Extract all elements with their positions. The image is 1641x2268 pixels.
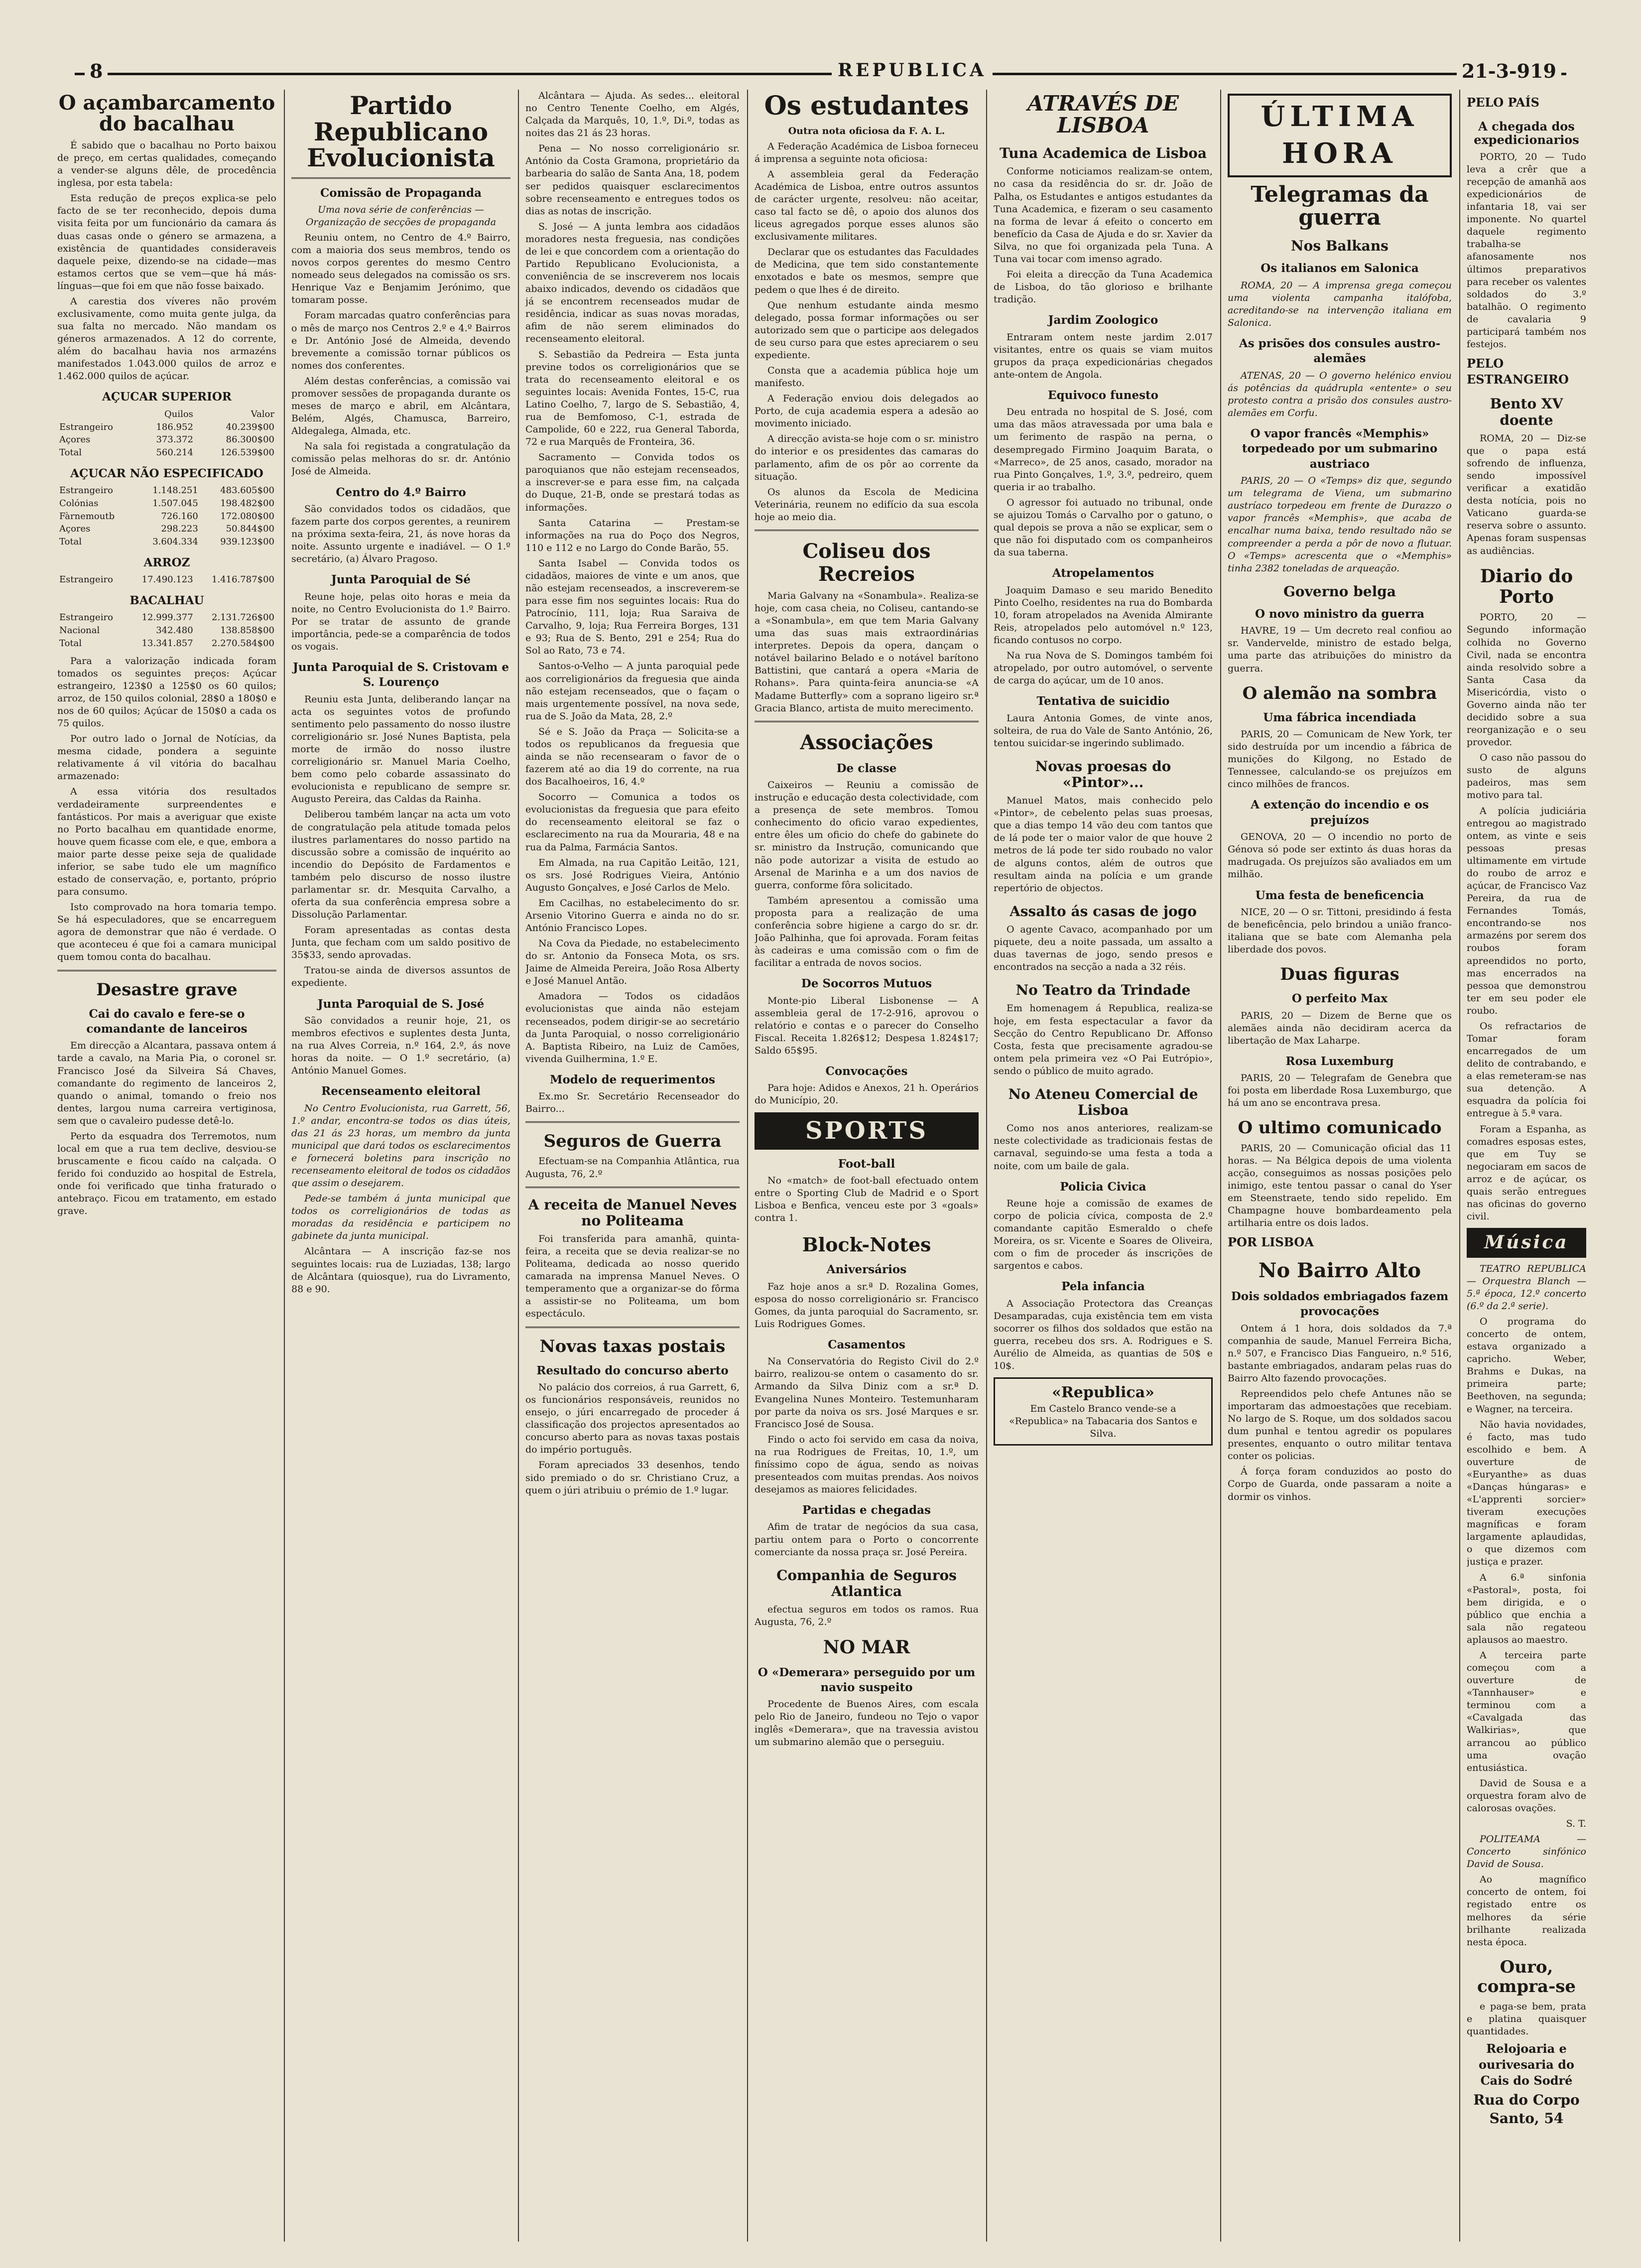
- headline: Nos Balkans: [1291, 238, 1389, 255]
- section-rule: [525, 1121, 740, 1123]
- paragraph: Esta redução de preços explica-se pelo facto de se ter reconhecido, depois duma visita feita por um funcionário da camara ás duas casas onde o género se armazena, a existência de quantidades consideraveis daquele peixe, dizendo-se na cidade—mas estamos certos que se vem—que há más-línguas—que foi em que não fosse baixado.: [57, 193, 276, 291]
- section-rule: [291, 177, 510, 179]
- subheadline: Rosa Luxemburg: [1285, 1054, 1394, 1068]
- section-banner: SPORTS: [755, 1112, 979, 1150]
- paragraph: Para hoje: Adidos e Anexos, 21 h. Operários do Município, 20.: [755, 1082, 979, 1106]
- subheadline: Centro do 4.º Bairro: [336, 485, 466, 499]
- subheadline: De Socorros Mutuos: [801, 977, 932, 991]
- headline: Diario do Porto: [1480, 565, 1573, 607]
- subheadline: As prisões dos consules austro-alemães: [1239, 337, 1441, 366]
- paragraph: Perto da esquadra dos Terremotos, num local em que a rua tem declive, desviou-se bruscamente e ficou caído na calçada. O ferido foi conduzido ao hospital de Estrela, onde foi verificado que tinha fraturado o antebraço. Ficou em tratamento, em estado grave.: [57, 1130, 276, 1217]
- column-5: [994, 90, 1213, 2242]
- subheadline: De classe: [836, 761, 897, 775]
- paragraph: Reune hoje a comissão de exames de corpo de policia cívica, composta de 2.º comandante capitão Esmeraldo o chefe Moreira, os sr. Vicente e Soares de Oliveira, com o fim de proceder ás inscrições de sargentos e cabos.: [994, 1198, 1213, 1272]
- column-1: [57, 90, 276, 2242]
- subheadline: Junta Paroquial de S. José: [317, 997, 485, 1011]
- paragraph: Afim de tratar de negócios da sua casa, partiu ontem para o Porto o concorrente comerciante da nossa praça sr. José Pereira.: [755, 1521, 979, 1558]
- section-label: PELO PAÍS: [1467, 95, 1539, 110]
- stats-table: [57, 484, 276, 548]
- paragraph: No Centro Evolucionista, rua Garrett, 56, 1.º andar, encontra-se todos os dias úteis, das 21 ás 23 horas, um membro da junta municipal que dará todos os esclarecimentos e fornecerá boletins para inscrição no recenseamento eleitoral de todos os cidadãos que assim o desejarem.: [291, 1102, 510, 1189]
- section-label: PELO ESTRANGEIRO: [1467, 356, 1569, 387]
- column-divider: [747, 90, 748, 2242]
- stats-table: [57, 573, 276, 586]
- paragraph: A essa vitória dos resultados verdadeiramente surpreendentes e fantásticos. Por mais a averiguar que existe no Porto bacalhau em quantidade enorme, houve quem ficasse com ele, e que, embora a maior parte desse peixe seja de qualidade inferior, se sabe tudo ele um magnífico estado de conservação, e, portanto, próprio para consumo.: [57, 786, 276, 898]
- column-3: [525, 90, 740, 2242]
- paragraph: Ex.mo Sr. Secretário Recenseador do Bairro...: [525, 1091, 740, 1115]
- article-title: Os estudantes: [764, 91, 969, 121]
- table-row: Colónias 1.507.045 198.482$00: [59, 498, 274, 509]
- paragraph: Deliberou também lançar na acta um voto de congratulação pela atitude tomada pelos ilustres parlamentares do nosso partido na discussão sobre a comissão de inquérito ao incendio do Depósito de Fardamentos e também pelo discurso de nosso ilustre parlamentar sr. dr. Mesquita Carvalho, a oferta da sua conferência empresa sobre a Dissolução Parlamentar.: [291, 809, 510, 921]
- column-6: [1228, 90, 1452, 2242]
- headline: A chegada dos expedicionarios: [1474, 119, 1579, 147]
- paragraph: PARIS, 20 — Comunicação oficial das 11 horas. — Na Bélgica depois de uma violenta acção, conseguimos as nossas posições pelo inimigo, este tentou passar o canal do Yser em Steenstraete, tendo sido repelido. Em Champagne houve bombardeamento pela artilharia entre os dois lados.: [1228, 1142, 1452, 1229]
- paragraph: São convidados todos os cidadãos, que fazem parte dos corpos gerentes, a reunirem na próxima sexta-feira, 21, ás nove horas da noite. Assunto urgente e inadiável. — O 1.º secretário, (a) Álvaro Pragoso.: [291, 503, 510, 565]
- paragraph: Em Cacilhas, no estabelecimento do sr. Arsenio Vitorino Guerra e ainda no do sr. António Francisco Lopes.: [525, 897, 740, 934]
- table-row: Estrangeiro 1.148.251 483.605$00: [59, 485, 274, 496]
- paragraph: É sabido que o bacalhau no Porto baixou de preço, em certas qualidades, começando a vender-se alguns dêle, de procedência inglesa, por esta tabela:: [57, 140, 276, 189]
- headline: No Teatro da Trindade: [1015, 982, 1191, 999]
- paragraph: Em homenagem á Republica, realiza-se hoje, em festa espectacular a favor da Secção do Centro Republicano Dr. Affonso Costa, festa que precisamente agradou-se ontem pela primeira vez «O Pai Eutrópio», sendo o público de muito agrado.: [994, 1003, 1213, 1076]
- headline: Novas taxas postais: [539, 1336, 726, 1356]
- paragraph: Conforme noticiamos realizam-se ontem, no casa da residência do sr. dr. João de Palha, os Estudantes e antigos estudantes da Tuna Academica, e fizeram o seu casamento na forma de levar á efeito o concerto em benefício da Casa de Ajuda e do sr. Xavier da Silva, no que foi organizada pela Tuna. A Tuna vai tocar com imenso agrado.: [994, 166, 1213, 265]
- paragraph: Foram marcadas quatro conferências para o mês de março nos Centros 2.º e 4.º Bairros e Dr. António José de Almeida, devendo brevemente a comissão tornar públicos os nomes dos conferentes.: [291, 310, 510, 371]
- paragraph: Efectuam-se na Companhia Atlântica, rua Augusta, 76, 2.º: [525, 1156, 740, 1180]
- paragraph: Reune hoje, pelas oito horas e meia da noite, no Centro Evolucionista do 1.º Bairro. Por se tratar de assunto de grande importância, pede-se a comparência de todos os vogais.: [291, 591, 510, 652]
- article-title: ATRAVÉS DE LISBOA: [1027, 91, 1179, 138]
- paragraph: Que nenhum estudante ainda mesmo delegado, possa formar informações ou ser autorizado sem que o participe aos delegados de seu curso para que estes apreciarem o seu expediente.: [755, 299, 979, 361]
- paragraph: Pena — No nosso correligionário sr. António da Costa Gramona, proprietário da barbearia do salão de Santa Ana, 18, podem ser pedidos quaisquer esclarecimentos sobre recenseamento e entregues todos os dias as notas de inscrição.: [525, 143, 740, 217]
- paragraph: Maria Galvany na «Sonambula». Realiza-se hoje, com casa cheia, no Coliseu, cantando-se a «Sonambula», em que tem Maria Galvany uma das suas mais extraordinárias interpretes. Depois da opera, dançam o notável bailarino Belado e o notável barítono Battistini, que cantará a opera «Maria de Rohans». Para quinta-feira anuncia-se «A Madame Butterfly» com a soprano ligeiro sr.ª Gracia Blanco, artista de muito merecimento.: [755, 590, 979, 714]
- ad-line: Rua do Corpo Santo, 54: [1473, 2092, 1580, 2127]
- advertisement: [994, 1377, 1213, 1446]
- paragraph: Santa Catarina — Prestam-se informações na rua do Poço dos Negros, 110 e 112 e no Largo do Conde Barão, 55.: [525, 517, 740, 553]
- subheadline: Atropelamentos: [1052, 566, 1154, 580]
- paragraph: PARIS, 20 — Dizem de Berne que os alemães ainda não decidiram acerca da libertação de Max Laharpe.: [1228, 1010, 1452, 1046]
- paragraph: POLITEAMA — Concerto sinfónico David de Sousa.: [1467, 1834, 1586, 1870]
- paragraph: Na sala foi registada a congratulação da comissão pelas melhoras do sr. dr. António José de Almeida.: [291, 441, 510, 477]
- subheadline: Partidas e chegadas: [802, 1503, 931, 1517]
- paragraph: TEATRO REPUBLICA — Orquestra Blanch — 5.ª época, 12.º concerto (6.º da 2.ª serie).: [1467, 1263, 1586, 1312]
- subheadline: Dois soldados embriagados fazem provocações: [1231, 1289, 1449, 1319]
- paragraph: O agente Cavaco, acompanhado por um piquete, deu a noite passada, um assalto a duas tavernas de jogo, sendo presos e encontrados na secção a nada a 32 réis.: [994, 924, 1213, 973]
- paragraph: Socorro — Comunica a todos os evolucionistas da freguesia que para efeito do recenseamento eleitoral se faz o esclarecimento na rua da Mouraria, 48 e na rua da Palma, Farmácia Santos.: [525, 792, 740, 853]
- section-rule: [525, 1187, 740, 1188]
- headline: A receita de Manuel Neves no Politeama: [528, 1196, 737, 1229]
- table-title: AÇUCAR NÃO ESPECIFICADO: [70, 466, 263, 480]
- paragraph: PARIS, 20 — Comunicam de New York, ter sido destruída por um incendio a fábrica de munições do Kilgong, no Estado de Tennessee, calculando-se os prejuízos em cinco milhões de francos.: [1228, 729, 1452, 790]
- paragraph: Como nos anos anteriores, realizam-se neste colectividade as tradicionais festas de carnaval, seguindo-se uma festa a toda a noite, com um baile de gala.: [994, 1123, 1213, 1172]
- paragraph: A Federação Académica de Lisboa forneceu á imprensa a seguinte nota oficiosa:: [755, 140, 979, 164]
- headline: O alemão na sombra: [1242, 683, 1437, 703]
- paragraph: PORTO, 20 — Segundo informação colhida no Governo Civil, nada se encontra ainda resolvido sobre a Santa Casa da Misericórdia, visto o Governo ainda não ter decidido sobre a sua reorganização e o seu provedor.: [1467, 612, 1586, 748]
- subheadline: Equivoco funesto: [1047, 388, 1158, 402]
- paragraph: São convidados a reunir hoje, 21, os membros efectivos e suplentes desta Junta, na rua Alves Correia, n.º 164, 2.º, ás nove horas da noite. — O 1.º secretário, (a) António Manuel Gomes.: [291, 1015, 510, 1076]
- signature: S. T.: [1566, 1818, 1586, 1830]
- paragraph: A Federação enviou dois delegados ao Porto, de cuja academia espera a adesão ao movimento iniciado.: [755, 393, 979, 429]
- paragraph: Sé e S. João da Praça — Solicita-se a todos os republicanos da freguesia que ainda se não recensearam o favor de o fazerem até ao dia 19 do corrente, na rua dos Bacalhoeiros, 16, 4.º: [525, 726, 740, 788]
- table-row: Açores 298.223 50.844$00: [59, 524, 274, 534]
- headline: O ultimo comunicado: [1238, 1118, 1442, 1138]
- article-title: Partido Republicano Evolucionista: [307, 91, 495, 172]
- article-title: O açambarcamento do bacalhau: [58, 91, 275, 135]
- paragraph: Entraram ontem neste jardim 2.017 visitantes, entre os quais se viam muitos grupos da praça expedicionárias chegados ante-ontem de Angola.: [994, 331, 1213, 380]
- paragraph: A carestia dos víveres não provém exclusivamente, como muita gente julga, da sua falta no mercado. Não mandam os géneros armazenados. A 12 do corrente, além do bacalhau havia nos armazéns manifestados 1.043.000 quilos de arroz e 1.462.000 quilos de açúcar.: [57, 295, 276, 382]
- paragraph: ROMA, 20 — Diz-se que o papa está sofrendo de influenza, sendo impossível verificar a exatidão desta notícia, pois no Vaticano guarda-se reserva sobre o assunto. Apenas foram suspensas as audiências.: [1467, 432, 1586, 556]
- paragraph: O caso não passou do susto de alguns padeiros, mas sem motivo para tal.: [1467, 752, 1586, 801]
- subheadline: O vapor francês «Memphis» torpedeado por um submarino austriaco: [1242, 427, 1438, 471]
- paragraph: O agressor foi autuado no tribunal, onde se ajuizou Tomás o Carvalho por o gatuno, o qual depois se prova a não se explicar, sem o que não foi disputado com os companheiros da sua taberna.: [994, 497, 1213, 558]
- subheadline: Recenseamento eleitoral: [321, 1084, 481, 1098]
- table-row: Nacional 342.480 138.858$00: [59, 625, 274, 636]
- table-row: Açores 373.372 86.300$00: [59, 434, 274, 445]
- paragraph: Joaquim Damaso e seu marido Benedito Pinto Coelho, residentes na rua do Bombarda 10, foram atropelados na Avenida Almirante Reis, atropelados pelo automóvel n.º 123, ficando contusos no corpo.: [994, 584, 1213, 646]
- lead: Outra nota oficiosa da F. A. L.: [788, 125, 945, 136]
- headline: No Bairro Alto: [1258, 1258, 1421, 1282]
- paragraph: Á força foram conduzidos ao posto do Corpo de Guarda, onde passaram a noite a dormir os vinhos.: [1228, 1466, 1452, 1502]
- subheadline: Junta Paroquial de S. Cristovam e S. Lourenço: [293, 661, 509, 689]
- paragraph: Monte-pio Liberal Lisbonense — A assembleia geral de 17-2-916, aprovou o relatório e contas e o parecer do Conselho Fiscal. Receita 1.826$12; Despesa 1.824$17; Saldo 65$95.: [755, 995, 979, 1056]
- paragraph: David de Sousa e a orquestra foram alvo de calorosas ovações.: [1467, 1777, 1586, 1814]
- headline: Bento XV doente: [1490, 396, 1563, 428]
- paragraph: NICE, 20 — O sr. Tittoni, presidindo á festa de beneficência, pelo brindou a união franco-italiana que se bate com Alemanha pela liberdade dos povos.: [1228, 906, 1452, 955]
- masthead: REPUBLICA: [832, 60, 993, 81]
- paragraph: A polícia judiciária entregou ao magistrado ontem, as vinte e seis pessoas presas ultimamente em virtude do roubo de arroz e açúcar, de Francisco Vaz Pereira, da rua de Fernandes Tomás, encontrando-se nos armazéns por serem dos roubos foram apreendidos no porto, mas encerrados na pessoa que demonstrou ter em seu poder ele roubo.: [1467, 805, 1586, 1016]
- paragraph: HAVRE, 19 — Um decreto real confiou ao sr. Vandervelde, ministro de estado belga, uma parte das atribuições do ministro da guerra.: [1228, 625, 1452, 674]
- paragraph: GENOVA, 20 — O incendio no porto de Génova só pode ser extinto ás duas horas da madrugada. Os prejuízos são avaliados em um milhão.: [1228, 831, 1452, 880]
- column-2: [291, 90, 510, 2242]
- headline: NO MAR: [823, 1637, 910, 1658]
- headline: Governo belga: [1283, 583, 1396, 600]
- paragraph: Além destas conferências, a comissão vai promover sessões de propaganda durante os meses de março e abril, em Alcântara, Belém, Algés, Chamusca, Barreiro, Aldegalega, Almada, etc.: [291, 375, 510, 437]
- paragraph: Por outro lado o Jornal de Notícias, da mesma cidade, pondera a seguinte relativamente á vil vitória do bacalhau armazenado:: [57, 733, 276, 782]
- paragraph: Foram apresentadas as contas desta Junta, que fecham com um saldo positivo de 35$33, sendo aprovadas.: [291, 925, 510, 961]
- subheadline: Comissão de Propaganda: [320, 186, 482, 200]
- column-7: [1467, 90, 1586, 2242]
- paragraph: Consta que a academia pública hoje um manifesto.: [755, 365, 979, 389]
- paragraph: Alcântara — Ajuda. As sedes... eleitoral no Centro Tenente Coelho, em Algés, Calçada da Marquês, 10, 1.º, Di.º, todas as noites das 21 ás 23 horas.: [525, 90, 740, 139]
- table-row: Total 3.604.334 939.123$00: [59, 536, 274, 547]
- headline: Novas proesas do «Pintor»...: [1035, 758, 1171, 791]
- section-label: POR LISBOA: [1228, 1235, 1314, 1250]
- headline: Desastre grave: [96, 979, 238, 1000]
- paragraph: Na rua Nova de S. Domingos também foi atropelado, por outro automóvel, o servente de carga do açúcar, um de 10 anos.: [994, 650, 1213, 686]
- paragraph: Na Conservatória do Registo Civil do 2.º bairro, realizou-se ontem o casamento do sr. Armando da Silva Diniz com a sr.ª D. Evangelina Nunes Monteiro. Testemunharam por parte da noiva os srs. José Marques e sr. Francisco José de Sousa.: [755, 1356, 979, 1430]
- section-banner: Música: [1467, 1228, 1586, 1258]
- paragraph: ATENAS, 20 — O governo helénico enviou ás potências da quádrupla «entente» o seu protesto contra a prisão dos consules austro-alemães em Corfu.: [1228, 370, 1452, 418]
- paragraph: Em direcção a Alcantara, passava ontem á tarde a cavalo, na Maria Pia, o coronel sr. Francisco José da Silveira Sá Chaves, comandante do regimento de lanceiros 2, quando o animal, tomando o freio nos dentes, largou numa carreira vertiginosa, sem que o cavaleiro pudesse detê-lo.: [57, 1040, 276, 1126]
- headline: Associações: [800, 730, 933, 754]
- paragraph: Foram a Espanha, as comadres esposas estes, que em Tuy se negociaram em sacos de arroz e de açúcar, os quais serão entregues nas oficinas do governo civil.: [1467, 1123, 1586, 1222]
- ad-text: Em Castelo Branco vende-se a «Republica» na Tabacaria dos Santos e Silva.: [1009, 1403, 1197, 1440]
- headline: Assalto ás casas de jogo: [1010, 903, 1197, 920]
- paragraph: Procedente de Buenos Aires, com escala pelo Rio de Janeiro, fundeou no Tejo o vapor inglês «Demerara», que na travessia avistou um submarino alemão que o perseguiu.: [755, 1699, 979, 1747]
- column-divider: [1459, 90, 1460, 2242]
- table-row: Estrangeiro 186.952 40.239$00: [59, 421, 274, 432]
- column-divider: [1220, 90, 1221, 2242]
- paragraph: Santos-o-Velho — A junta paroquial pede aos correligionários da freguesia que ainda não estejam recenseados, que o façam o mais urgentemente possível, na nova sede, rua de S. João da Mata, 28, 2.º: [525, 661, 740, 722]
- subheadline: Cai do cavalo e fere-se o comandante de lanceiros: [86, 1007, 248, 1036]
- paragraph: Foi eleita a direcção da Tuna Academica de Lisboa, do tão glorioso e brilhante tradição.: [994, 269, 1213, 305]
- paragraph: Laura Antonia Gomes, de vinte anos, solteira, de rua do Vale de Santo António, 26, tentou suicidar-se ingerindo sublimado.: [994, 712, 1213, 749]
- stats-table: Quilos Valor Estrangeiro 186.952 40.239$00 Açores 373.372 86.300$00 Total 560.214 126.539$00: [57, 408, 276, 459]
- paragraph: A Associação Protectora das Creanças Desamparadas, cuja existência tem em vista socorrer os filhos dos soldados que estão na guerra, recebeu dos srs. A. Rodrigues e S. Aurélio de Almeida, as quantias de 50$ e 10$.: [994, 1298, 1213, 1372]
- paragraph: Foi transferida para amanhã, quinta-feira, a receita que se devia realizar-se no Politeama, dedicada ao nosso querido camarada na imprensa Manuel Neves. O temperamento que a organizar-se do fôrma a assistir-se no Politeama, um bom espectáculo.: [525, 1233, 740, 1320]
- paragraph: Tratou-se ainda de diversos assuntos de expediente.: [291, 965, 510, 989]
- paragraph: efectua seguros em todos os ramos. Rua Augusta, 76, 2.º: [755, 1604, 979, 1628]
- headline: Duas figuras: [1280, 964, 1399, 985]
- late-news-banner: ÚLTIMA HORA: [1228, 94, 1452, 177]
- paragraph: A terceira parte começou com a ouverture de «Tannhauser» e terminou com a «Cavalgada das Walkirias», que arrancou ao público uma ovação entusiástica.: [1467, 1650, 1586, 1773]
- paragraph: Reuniu esta Junta, deliberando lançar na acta os seguintes votos de profundo sentimento pelo passamento do nosso ilustre correligionário sr. José Nunes Baptista, pela morte de irmão do nosso ilustre correligionário sr. Manuel Maria Coelho, bem como pelo cobarde assassinato do evolucionista e republicano de sempre sr. Augusto Pereira, das Caldas da Rainha.: [291, 693, 510, 805]
- paragraph: Em Almada, na rua Capitão Leitão, 121, os srs. José Rodrigues Vieira, António Augusto Gonçalves, e José Carlos de Melo.: [525, 857, 740, 893]
- headline: No Ateneu Comercial de Lisboa: [1008, 1085, 1198, 1119]
- subheadline: Casamentos: [828, 1337, 905, 1351]
- lead: Uma nova série de conferências — Organização de secções de propaganda: [305, 204, 497, 228]
- paragraph: Alcântara — A inscrição faz-se nos seguintes locais: rua de Luziadas, 138; largo de Alcântara (quiosque), rua do Livramento, 88 e 90.: [291, 1246, 510, 1295]
- subheadline: O novo ministro da guerra: [1255, 607, 1424, 621]
- paragraph: PARIS, 20 — Telegrafam de Genebra que foi posta em liberdade Rosa Luxemburgo, que há um ano se encontrava presa.: [1228, 1072, 1452, 1109]
- table-row: Total 560.214 126.539$00: [59, 447, 274, 458]
- paragraph: Manuel Matos, mais conhecido pelo «Pintor», de cebelento pelas suas proesas, que a dias tempo 14 vão deu com tantos que de lá pode ter o maior valor de que houve 2 metros de lá pode ter sido roubado no valor de alguns contos, além de outros que resultam ainda na polícia e um grande repertório de objectos.: [994, 795, 1213, 894]
- subheadline: Modelo de requerimentos: [550, 1072, 715, 1086]
- table-row: Estrangeiro 12.999.377 2.131.726$00: [59, 612, 274, 623]
- paragraph: ROMA, 20 — A imprensa grega começou uma violenta campanha italófoba, acreditando-se na intervenção italiana em Salonica.: [1228, 279, 1452, 328]
- paragraph: A 6.ª sinfonia «Pastoral», posta, foi bem dirigida, e o público que enchia a sala não regateou aplausos ao maestro.: [1467, 1572, 1586, 1645]
- paragraph: Findo o acto foi servido em casa da noiva, na rua Rodrigues de Freitas, 10, 1.º, um finíssimo copo de água, sendo as noivas presenteados com muitas prendas. Aos noivos desejamos as maiores felicidades.: [755, 1434, 979, 1495]
- table-row: Estrangeiro 17.490.123 1.416.787$00: [59, 574, 274, 585]
- subheadline: A extenção do incendio e os prejuízos: [1251, 798, 1429, 827]
- paragraph: Caixeiros — Reuniu a comissão de instrução e educação desta colectividade, com a presença de sete membros. Tomou conhecimento do oficio varao expedientes, entre êles um oficio do chefe do gabinete do sr. ministro da Instrução, comunicando que não pode autorizar a visita de estudo ao Arsenal de Marinha e a um dos navios de guerra, conforme fôra solicitado.: [755, 780, 979, 891]
- subheadline: O «Demerara» perseguido por um navio suspeito: [757, 1665, 976, 1694]
- column-divider: [518, 90, 519, 2242]
- stats-table: [57, 611, 276, 650]
- paragraph: Ontem á 1 hora, dois soldados da 7.ª companhia de saude, Manuel Ferreira Bicha, n.º 507, e Francisco Dias Fangueiro, n.º 516, bastante embriagados, andaram pelas ruas do Bairro Alto fazendo provocações.: [1228, 1323, 1452, 1384]
- headline: Coliseu dos Recreios: [802, 539, 931, 586]
- paragraph: Não havia novidades, é facto, mas tudo escolhido e bem. A ouverture de «Euryanthe» as duas «Danças húngaras» e «L'apprenti sorcier» tiveram execuções magníficas e foram largamente aplaudidas, o que dizemos com justiça e prazer.: [1467, 1419, 1586, 1568]
- subheadline: Os italianos em Salonica: [1261, 262, 1419, 275]
- header-rule: [75, 73, 1566, 75]
- column-divider: [986, 90, 987, 2242]
- paragraph: e paga-se bem, prata e platina quaisquer quantidades.: [1467, 2001, 1586, 2037]
- article-title: Telegramas da guerra: [1251, 181, 1429, 230]
- table-title: AÇUCAR SUPERIOR: [102, 390, 232, 404]
- page-number: 8: [85, 60, 108, 82]
- paragraph: Os alunos da Escola de Medicina Veterinária, reunem no edifício da sua escola hoje ao meio dia.: [755, 486, 979, 523]
- paragraph: S. José — A junta lembra aos cidadãos moradores nesta freguesia, nas condições de lei e que concordem com a orientação do Partido Republicano Evolucionista, a conveniência de se inscreverem nos locais abaixo indicados, devendo os cidadãos que já se encontrem recenseados mudar de residência, indicar as suas novas moradas, afim de não serem eliminados do recenseamento eleitoral.: [525, 221, 740, 345]
- table-title: BACALHAU: [129, 594, 204, 608]
- paragraph: Na Cova da Piedade, no estabelecimento do sr. Antonio da Fonseca Mota, os srs. Jaime de Almeida Pereira, João Rosa Alberty e José Manuel Antão.: [525, 938, 740, 987]
- subheadline: Uma fábrica incendiada: [1263, 710, 1416, 724]
- paragraph: Foram apreciados 33 desenhos, tendo sido premiado o do sr. Christiano Cruz, a quem o júri atribuiu o prémio de 1.º lugar.: [525, 1460, 740, 1496]
- ad-line: Relojoaria e ourivesaria do Cais do Sodré: [1479, 2041, 1574, 2088]
- subheadline: Resultado do concurso aberto: [536, 1363, 729, 1377]
- paragraph: Ao magnífico concerto de ontem, foi registado entre os melhores da série brilhante realizada nesta época.: [1467, 1874, 1586, 1948]
- paragraph: Declarar que os estudantes das Faculdades de Medicina, que tem sido constantemente enxotados e bate os mesmos, sempre que pedem o que lhes é de direito.: [755, 247, 979, 295]
- paragraph: Para a valorização indicada foram tomados os seguintes preços: Açúcar estrangeiro, 123$0 a 125$0 os 60 quilos; arroz, de 150 quilos colonial, 28$0 a 180$0 e nos de 60 quilos; Açúcar de 150$0 a cada os 75 quilos.: [57, 655, 276, 729]
- column-4: [755, 90, 979, 2242]
- column-divider: [284, 90, 285, 2242]
- paragraph: PARIS, 20 — O «Temps» diz que, segundo um telegrama de Viena, um submarino austríaco torpedeou em frente de Durazzo o vapor francês «Memphis», que acaba de encalhar numa baixa, tendo resultado não se compreender a perda a pôr de novo a flutuar. O «Temps» acrescenta que o «Memphis» tinha 2382 toneladas de arqueação.: [1228, 475, 1452, 574]
- paragraph: Isto comprovado na hora tomaria tempo. Se há especuladores, que se encarreguem agora de demonstrar que não é verdade. O que aconteceu é que foi a camara municipal quem tomou conta do bacalhau.: [57, 902, 276, 963]
- ad-title: «Republica»: [1052, 1384, 1154, 1402]
- paragraph: S. Sebastião da Pedreira — Esta junta previne todos os correligionários que se trata do recenseamento eleitoral e os seguintes locais: Avenida Fontes, 15-C, rua Latino Coelho, 7, largo de S. Sebastião, 4, rua de Bemfomoso, C-1, estrada de Campolide, 60 e 222, rua General Taborda, 72 e rua Marquês de Fronteira, 36.: [525, 349, 740, 448]
- headline: Ouro, compra-se: [1477, 1957, 1576, 1997]
- table-row: Fàrnemoutb 726.160 172.080$00: [59, 511, 274, 522]
- section-rule: [755, 530, 979, 531]
- headline: Block-Notes: [802, 1233, 931, 1256]
- paragraph: Reuniu ontem, no Centro de 4.º Bairro, com a maioria dos seus membros, tendo os novos corpos gerentes do mesmo Centro nomeado seus delegados na comissão os srs. Henrique Vaz e Benjamim Jerónimo, que tomaram posse.: [291, 232, 510, 306]
- headline: Companhia de Seguros Atlantica: [776, 1567, 957, 1600]
- paragraph: PORTO, 20 — Tudo leva a crêr que a recepção de amanhã aos expedicionários de infantaria 18, vai ser imponente. No quartel daquele regimento trabalha-se afanosamente nos últimos preparativos para receber os valentes soldados do 3.º batalhão. O regimento de cavalaria 9 participará também nos festejos.: [1467, 151, 1586, 350]
- paragraph: Deu entrada no hospital de S. José, com uma das mãos atravessada por uma bala e um ferimento de raspão na perna, o desempregado Firmino Joaquim Barata, o «Marreco», de 25 anos, casado, morador na rua Pinto Gonçalves, 1.º, 3.º, pedreiro, quem queria ir ao trabalho.: [994, 406, 1213, 493]
- issue-date: 21-3-919: [1457, 60, 1561, 82]
- paragraph: Santa Isabel — Convida todos os cidadãos, maiores de vinte e um anos, que não estejam recenseados, a inscreverem-se para esse fim nos seguintes locais: Rua do Patrocínio, 111, loja; Rua Saraiva de Carvalho, 9, loja; Rua Ferreira Borges, 131 e 93; Rua de S. Bento, 291 e 254; Rua do Sol ao Rato, 73 e 74.: [525, 557, 740, 657]
- paragraph: Amadora — Todos os cidadãos evolucionistas que ainda não estejam recenseados, podem dirigir-se ao secretário da Junta Paroquial, o nosso correligionário A. Baptista Ribeiro, na Luiz de Camões, vivenda Guilhermina, 1.º E.: [525, 991, 740, 1065]
- paragraph: O programa do concerto de ontem, estava organizado a capricho. Weber, Brahms e Dukas, na primeira parte; Beethoven, na segunda; e Wagner, na terceira.: [1467, 1316, 1586, 1415]
- subheadline: O perfeito Max: [1291, 992, 1388, 1006]
- subheadline: Convocações: [825, 1065, 908, 1078]
- subheadline: Foot-ball: [838, 1157, 895, 1171]
- page-header: [75, 60, 1566, 84]
- paragraph: Repreendidos pelo chefe Antunes não se importaram das admoestações que recebiam. No largo de S. Roque, um dos soldados sacou dum punhal e tentou agredir os populares presentes, enquanto o outro militar tentava conter os policias.: [1228, 1388, 1452, 1462]
- subheadline: Aniversários: [826, 1263, 907, 1277]
- paragraph: A direcção avista-se hoje com o sr. ministro do interior e os presidentes das camaras do parlamento, afim de os pôr ao corrente da situação.: [755, 433, 979, 482]
- paragraph: Os refractarios de Tomar foram encarregados de um delito de contrabando, e a elas remeteram-se nas sua detenção. A esquadra da polícia foi entregue à 5.ª vara.: [1467, 1020, 1586, 1119]
- subheadline: Tentativa de suicidio: [1036, 694, 1170, 708]
- paragraph: Sacramento — Convida todos os paroquianos que não estejam recenseados, a inscrever-se e para esse fim, na calçada do Duque, 21-B, onde se prestará todas as informações.: [525, 452, 740, 513]
- subheadline: Policia Civica: [1060, 1180, 1146, 1194]
- paragraph: Pede-se também á junta municipal que todos os correligionários de todas as moradas da residência e participem no gabinete da junta municipal.: [291, 1193, 510, 1242]
- subheadline: Uma festa de beneficencia: [1255, 888, 1424, 902]
- paragraph: A assembleia geral da Federação Académica de Lisboa, entre outros assuntos de carácter urgente, resolveu: não aceitar, caso tal facto se dê, o apoio dos alunos dos liceus agregados porque esses alunos são exclusivamente militares.: [755, 168, 979, 243]
- table-title: ARROZ: [143, 555, 190, 569]
- headline: Tuna Academica de Lisboa: [999, 145, 1207, 162]
- paragraph: Faz hoje anos a sr.ª D. Rozalina Gomes, esposa do nosso correligionário sr. Francisco Gomes, da junta paroquial do Sacramento, sr. Luis Rodrigues Gomes.: [755, 1281, 979, 1330]
- subheadline: Jardim Zoologico: [1048, 313, 1158, 327]
- section-rule: [57, 970, 276, 971]
- paragraph: Também apresentou a comissão uma proposta para a realização de uma conferência sobre higiene a cargo do sr. dr. João Palhinha, que foi aprovada. Foram feitas às cadeiras e uma comissão com o fim de facilitar a entrada de novos socios.: [755, 895, 979, 969]
- table-row: Total 13.341.857 2.270.584$00: [59, 638, 274, 649]
- section-rule: [755, 721, 979, 722]
- subheadline: Junta Paroquial de Sé: [331, 573, 471, 587]
- section-rule: [525, 1327, 740, 1328]
- paragraph: No palácio dos correios, á rua Garrett, 6, os funcionários responsáveis, reunidos no ensejo, o júri encarregado de proceder á classificação dos projectos apresentados ao concurso aberto para as novas taxas postais do império português.: [525, 1382, 740, 1456]
- subheadline: Pela infancia: [1061, 1280, 1145, 1294]
- paragraph: No «match» de foot-ball efectuado ontem entre o Sporting Club de Madrid e o Sport Lisboa e Benfica, venceu este por 3 «goals» contra 1.: [755, 1175, 979, 1224]
- headline: Seguros de Guerra: [543, 1131, 722, 1152]
